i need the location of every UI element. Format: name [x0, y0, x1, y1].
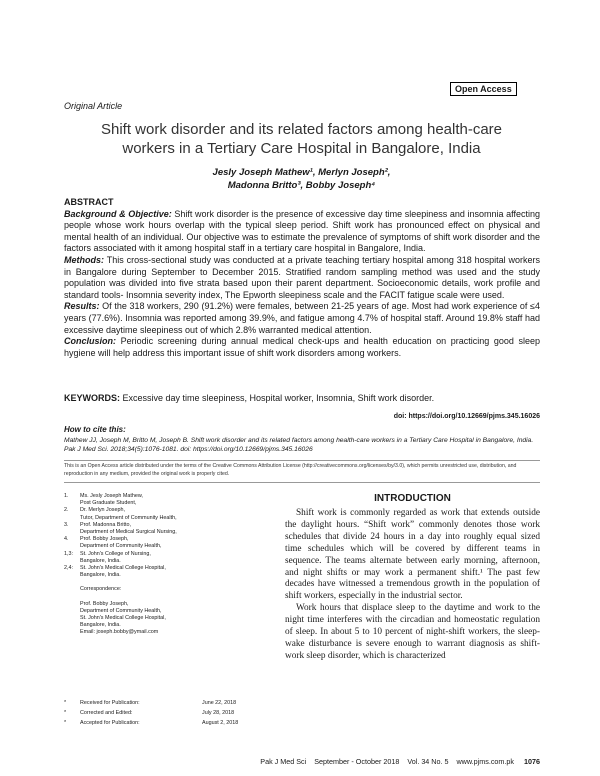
abstract-background	[64, 209, 540, 255]
date-label: Received for Publication:	[80, 700, 140, 706]
affiliation-item	[64, 536, 274, 550]
abstract	[64, 197, 540, 359]
doi-link[interactable]: doi: https://doi.org/10.12669/pjms.345.16026	[393, 413, 540, 420]
affiliation-line: Prof. Madonna Britto,	[80, 521, 131, 528]
results-label: Results:	[64, 301, 100, 312]
affiliation-line: Post Graduate Student,	[80, 500, 137, 507]
conclusion-text: Periodic screening during annual medical check-ups and health education on practicing good sleep hygiene will help address this important issue of shift work disorders among workers.	[64, 336, 540, 358]
correspondence-label: Correspondence:	[80, 586, 122, 593]
abstract-methods	[64, 255, 540, 301]
affiliation-line: Tutor, Department of Community Health,	[80, 514, 177, 521]
date-label: Corrected and Edited:	[80, 710, 133, 716]
results-text: Of the 318 workers, 290 (91.2%) were females, between 21-25 years of age. Most had work experience of ≤4 years (77.6%). Insomnia was reported among 39.9%, and fatigue among 4.7% of hospital staff. Around 19.8% staff had excessive daytime sleepiness out of which 2.8% warranted medical attention.	[64, 301, 540, 335]
affiliation-item	[64, 493, 274, 507]
license-text: This is an Open Access article distributed under the terms of the Creative Commons Attribution License (http://creativecommons.org/licenses/by/3.0), which permits unrestricted use, distribution, and reproduction in any medium, provided the original work is properly cited.	[64, 463, 517, 477]
correspondence-email[interactable]: Email: joseph.bobby@ymail.com	[80, 629, 159, 636]
cite-heading: How to cite this:	[64, 425, 126, 434]
date-value: July 28, 2018	[202, 710, 235, 716]
affiliation-item	[64, 522, 274, 536]
keywords-label: KEYWORDS:	[64, 393, 120, 403]
open-access-badge: Open Access	[450, 82, 517, 96]
methods-text: This cross-sectional study was conducted at a private teaching tertiary hospital among 318 hospital workers in Bangalore during September to December 2015. Stratified random sampling method was used and the study population was divided into five strata based upon their parent department. Socioeconomic details, work profile and standard tools- Insomnia severity index, The Epworth sleepiness scale and the FACIT fatigue scale were used.	[64, 254, 540, 300]
affiliation-line: St. John's Medical College Hospital,	[80, 565, 166, 572]
date-row	[64, 698, 274, 708]
affiliation-item	[64, 551, 274, 565]
affiliation-line: Prof. Bobby Joseph,	[80, 536, 129, 543]
affiliations	[64, 493, 274, 637]
intro-paragraph-2: Work hours that displace sleep to the daytime and work to the night time interferes with the circadian and homeostatic regulation of sleep. In about 5 to 10 percent of night-shift workers, the sleep-wake disturbance is severe enough to warrant diagnosis as shift-work sleep disorder, which is characterized	[285, 603, 540, 661]
page-number: 1076	[524, 757, 540, 766]
affiliation-line: Bangalore, India.	[80, 572, 121, 579]
affiliation-num: 1,3:	[64, 550, 73, 557]
abstract-conclusion	[64, 336, 540, 359]
intro-paragraph-1: Shift work is commonly regarded as work that extends outside the daylight hours. “Shift work” commonly denotes those work schedules that divide 24 hours in a day into roughly equal sized time schedules which will be covered by different teams in sequence. The teams alternate between early morning, afternoon, and night shifts or may work a permanent shift.¹ The past few decades have witnessed a tremendous growth in the population of shift workers, especially in the industrial sector.	[285, 508, 540, 602]
affiliation-line: Ms. Jesly Joseph Mathew,	[80, 493, 143, 499]
date-row	[64, 718, 274, 728]
correspondence-line: Bangalore, India.	[80, 622, 121, 629]
keywords-text: Excessive day time sleepiness, Hospital worker, Insomnia, Shift work disorder.	[120, 393, 435, 403]
correspondence-line: St. John's Medical College Hospital,	[80, 615, 166, 622]
date-bullet: *	[64, 710, 67, 716]
date-value: August 2, 2018	[202, 720, 239, 726]
affiliation-num: 4.	[64, 536, 69, 543]
cite-text: Mathew JJ, Joseph M, Britto M, Joseph B. Shift work disorder and its related factors among health-care workers in a Tertiary Care Hospital in Bangalore, India. Pak J Med Sci. 2018;34(5):1076-1081. doi: https://doi.org/10.12669/pjms.345.16026	[64, 437, 534, 453]
conclusion-label: Conclusion:	[64, 336, 116, 347]
background-label: Background & Objective:	[64, 208, 172, 219]
affiliation-line: Dr. Merlyn Joseph,	[80, 507, 125, 514]
correspondence-line: Department of Community Health,	[80, 607, 162, 614]
affiliation-line: Department of Medical Surgical Nursing,	[80, 529, 177, 536]
abstract-heading: ABSTRACT	[64, 197, 114, 207]
correspondence-line: Prof. Bobby Joseph,	[80, 600, 129, 607]
footer-issue: September - October 2018	[314, 757, 400, 766]
affiliation-line: Bangalore, India.	[80, 557, 121, 564]
page-footer	[64, 757, 540, 766]
affiliation-item	[64, 565, 274, 579]
divider-bottom	[64, 482, 540, 483]
divider-top	[64, 460, 540, 461]
footer-website[interactable]: www.pjms.com.pk	[456, 757, 514, 766]
authors	[64, 166, 539, 192]
authors-line-2: Madonna Britto³, Bobby Joseph⁴	[227, 180, 376, 191]
article-title	[64, 120, 539, 158]
affiliation-num: 2,4:	[64, 565, 73, 572]
publication-dates	[64, 698, 274, 728]
affiliation-item	[64, 507, 274, 521]
affiliation-line: Department of Community Health,	[80, 543, 162, 550]
introduction-heading: INTRODUCTION	[374, 493, 451, 504]
affiliation-num: 3.	[64, 521, 69, 528]
date-row	[64, 708, 274, 718]
title-line-2: workers in a Tertiary Care Hospital in Bangalore, India	[122, 140, 481, 157]
keywords	[64, 393, 540, 403]
article-type: Original Article	[64, 101, 123, 111]
date-bullet: *	[64, 720, 67, 726]
date-value: June 22, 2018	[202, 700, 237, 706]
methods-label: Methods:	[64, 254, 104, 265]
date-bullet: *	[64, 700, 67, 706]
introduction-body	[285, 508, 540, 663]
affiliation-num: 2.	[64, 507, 69, 514]
footer-journal: Pak J Med Sci	[260, 757, 307, 766]
authors-line-1: Jesly Joseph Mathew¹, Merlyn Joseph²,	[212, 167, 391, 178]
date-label: Accepted for Publication:	[80, 720, 140, 726]
background-text: Shift work disorder is the presence of excessive day time sleepiness and insomnia affecting people whose work hours overlap with the typical sleep period. Shift work has pronounced effect on physical and mental health of an individual. Our objective was to estimate the prevalence of symptoms of shift work disorder and the factors associated with it among hospital staff in a tertiary care hospital in Bangalore, India.	[64, 208, 540, 254]
title-line-1: Shift work disorder and its related factors among health-care	[100, 121, 503, 138]
affiliation-num: 1.	[64, 493, 69, 499]
affiliation-line: St. John's College of Nursing,	[80, 550, 151, 557]
abstract-results	[64, 301, 540, 336]
correspondence-block	[80, 601, 274, 637]
footer-volume: Vol. 34 No. 5	[407, 757, 449, 766]
